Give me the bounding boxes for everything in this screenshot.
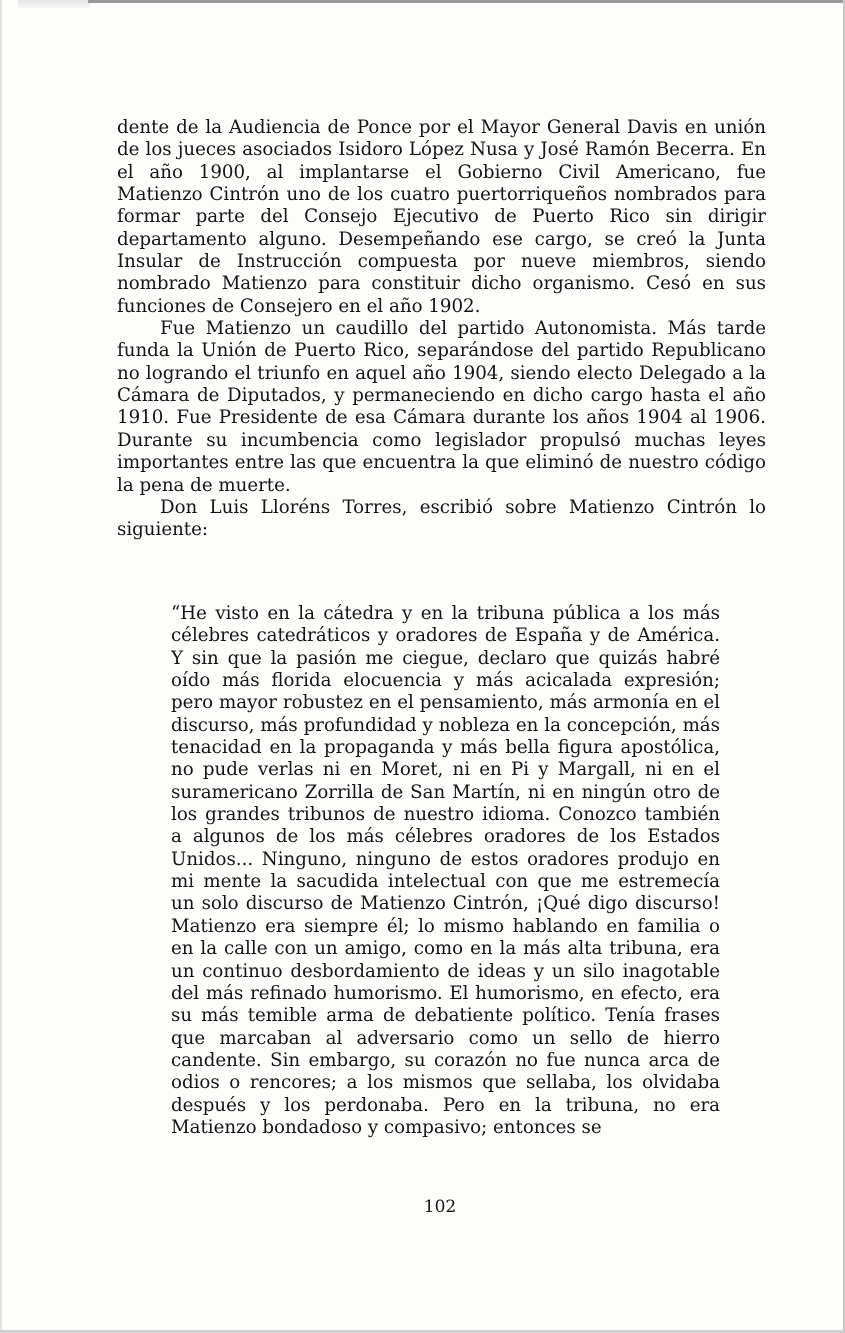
paragraph-continuation: dente de la Audiencia de Ponce por el Mayor General Davis en unión de los jueces asociados Isidoro López Nusa y José Ramón Becerra. En el año 1900, al implantarse el Gobierno Civil Americano, fue Matienzo Cintrón uno de los cuatro puertorriqueños nombrados para formar parte del Consejo Ejecutivo de Puerto Rico sin dirigir departamento alguno. Desempeñando ese cargo, se creó la Junta Insular de Instrucción compuesta por nueve miembros, siendo nombrado Matienzo para constituir dicho organismo. Cesó en sus funciones de Consejero en el año 1902.	[117, 117, 766, 317]
scan-corner-smudge	[18, 0, 90, 8]
page-number: 102	[423, 1197, 457, 1217]
body-text	[117, 117, 766, 542]
quote-text: “He visto en la cátedra y en la tribuna pública a los más célebres catedráticos y oradores de España y de América. Y sin que la pasión me ciegue, declaro que quizás habré oído más florida elocuencia y más acicalada expresión; pero mayor robustez en el pensamiento, más armonía en el discurso, más profundidad y nobleza en la concepción, más tenacidad en la propaganda y más bella figura apostólica, no pude verlas ni en Moret, ni en Pi y Margall, ni en el suramericano Zorrilla de San Martín, ni en ningún otro de los grandes tribunos de nuestro idioma. Conozco también a algunos de los más célebres oradores de los Estados Unidos... Ninguno, ninguno de estos oradores produjo en mi mente la sacudida intelectual con que me estremecía un solo discurso de Matienzo Cintrón, ¡Qué digo discurso! Matienzo era siempre él; lo mismo hablando en familia o en la calle con un amigo, como en la más alta tribuna, era un continuo desbordamiento de ideas y un silo inagotable del más refinado humorismo. El humorismo, en efecto, era su más temible arma de debatiente político. Tenía frases que marcaban al adversario como un sello de hierro candente. Sin embargo, su corazón no fue nunca arca de odios o rencores; a los mismos que sellaba, los olvidaba después y los perdonaba. Pero en la tribuna, no era Matienzo bondadoso y compasivo; entonces se	[171, 603, 720, 1138]
scan-top-edge	[88, 0, 845, 3]
scan-left-edge	[0, 0, 2, 1333]
paragraph-autonomista: Fue Matienzo un caudillo del partido Autonomista. Más tarde funda la Unión de Puerto Rico, separándose del partido Republicano no logrando el triunfo en aquel año 1904, siendo electo Delegado a la Cámara de Diputados, y permaneciendo en dicho cargo hasta el año 1910. Fue Presidente de esa Cámara durante los años 1904 al 1906. Durante su incumbencia como legislador propulsó muchas leyes importantes entre las que encuentra la que eliminó de nuestro código la pena de muerte.	[117, 318, 766, 496]
block-quote	[171, 603, 720, 1139]
paragraph-llorens-intro: Don Luis Lloréns Torres, escribió sobre Matienzo Cintrón lo siguiente:	[117, 496, 766, 541]
